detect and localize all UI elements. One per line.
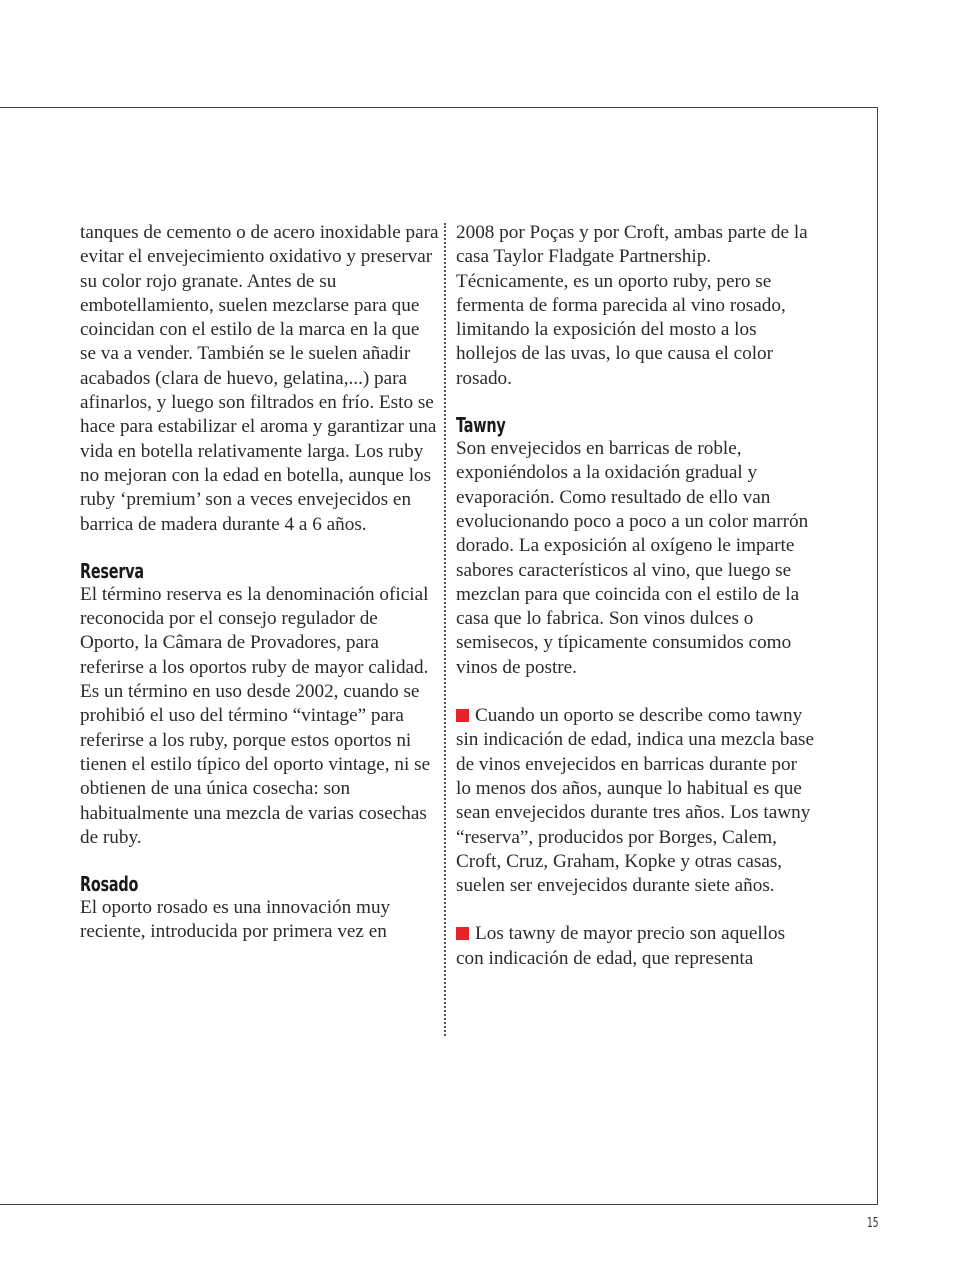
rosado-paragraph: El oporto rosado es una innovación muy reciente, introducida por primera vez en <box>80 897 391 943</box>
rosado-continuation-paragraph: 2008 por Poças y por Croft, ambas parte de la casa Taylor Fladgate Partnership. Técnicamente, es un oporto ruby, pero se fermenta de forma parecida al vino rosado, limitando la exposición del mosto a los hollejos de las uvas, lo que causa el color rosado. <box>456 222 808 389</box>
column-divider <box>444 223 446 1036</box>
red-square-bullet-icon <box>456 709 469 722</box>
tawny-paragraph: Son envejecidos en barricas de roble, exponiéndolos a la oxidación gradual y evaporación. Como resultado de ello van evolucionando poco a poco a un color marrón dorado. La exposición al oxígeno le imparte sabores característicos al vino, que luego se mezclan para que coincida con el estilo de la casa que lo fabrica. Son vinos dulces o semisecos, y típicamente consumidos como vinos de postre. <box>456 438 809 678</box>
tawny-bullet-paragraph-1 <box>456 704 816 898</box>
reserva-paragraph: El término reserva es la denominación oficial reconocida por el consejo regulador de Oporto, la Câmara de Provadores, para referirse a los oportos ruby de mayor calidad. Es un término en uso desde 2002, cuando se prohibió el uso del término “vintage” para referirse a los ruby, porque estos oportos ni tienen el estilo típico del oporto vintage, ni se obtienen de una única cosecha: son habitualmente una mezcla de varias cosechas de ruby. <box>80 583 431 848</box>
bullet-text-2: Los tawny de mayor precio son aquellos con indicación de edad, que representa <box>456 923 786 969</box>
ruby-continuation-paragraph: tanques de cemento o de acero inoxidable para evitar el envejecimiento oxidativo y preservar su color rojo granate. Antes de su embotellamiento, suelen mezclarse para que coincidan con el estilo de la marca en la que se va a vender. También se le suelen añadir acabados (clara de huevo, gelatina,...) para afinarlos, y luego son filtrados en frío. Esto se hace para estabilizar el aroma y garantizar una vida en botella relativamente larga. Los ruby no mejoran con la edad en botella, aunque los ruby ‘premium’ son a veces envejecidos en barrica de madera durante 4 a 6 años. <box>80 222 439 535</box>
right-column <box>456 221 816 971</box>
left-column <box>80 221 440 945</box>
rosado-heading: Rosado <box>80 872 139 897</box>
tawny-heading: Tawny <box>456 413 506 438</box>
tawny-bullet-paragraph-2 <box>456 922 816 971</box>
page-number: 15 <box>867 1216 879 1231</box>
red-square-bullet-icon <box>456 927 469 940</box>
reserva-heading: Reserva <box>80 558 144 583</box>
bullet-text-1: Cuando un oporto se describe como tawny sin indicación de edad, indica una mezcla base de vinos envejecidos en barricas durante por lo menos dos años, aunque lo habitual es que sean envejecidos durante tres años. Los tawny “reserva”, producidos por Borges, Calem, Croft, Cruz, Graham, Kopke y otras casas, suelen ser envejecidos durante siete años. <box>456 705 815 897</box>
